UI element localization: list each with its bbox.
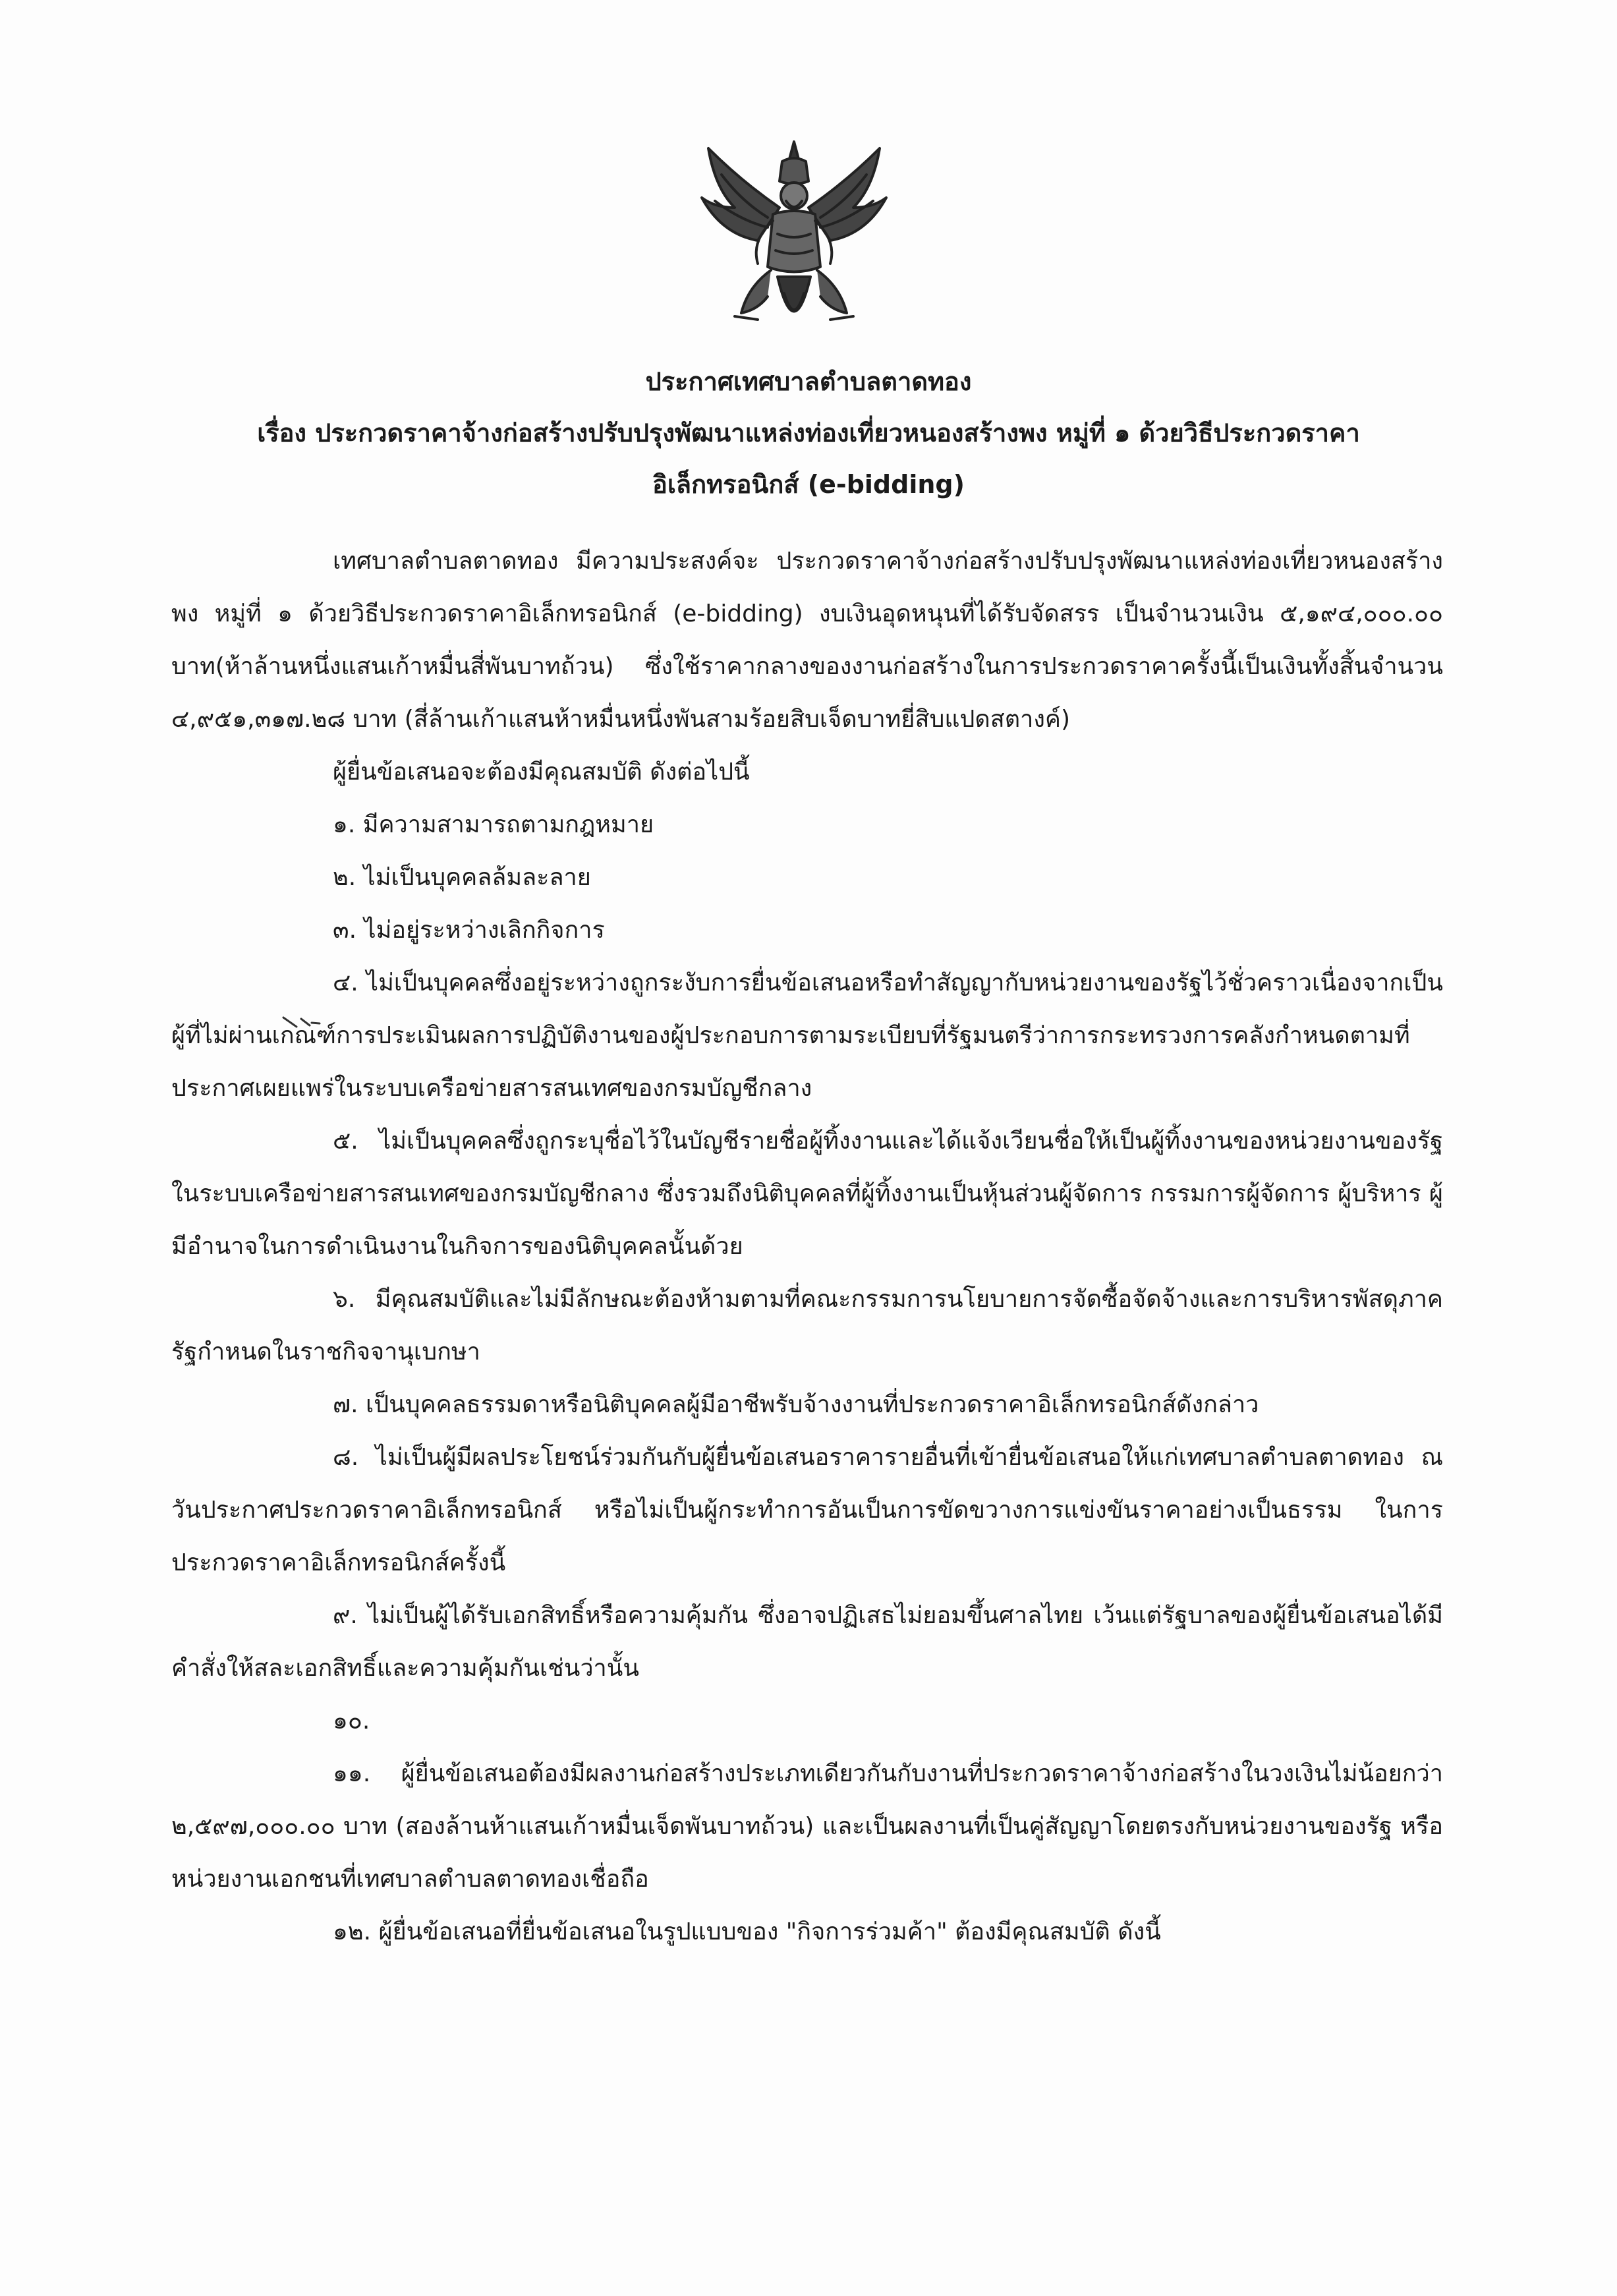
list-item: ๔. ไม่เป็นบุคคลซึ่งอยู่ระหว่างถูกระงับการยื่นข้อเสนอหรือทำสัญญากับหน่วยงานของรัฐไว้ชั่วคราวเนื่องจากเป็นผู้ที่ไม่ผ่านเกณฑ์การประเมินผลการปฏิบัติงานของผู้ประกอบการตามระเบียบที่รัฐมนตรีว่าการกระทรวงการคลังกำหนดตามที่ประกาศเผยแพร่ในระบบเครือข่ายสารสนเทศของกรมบัญชีกลาง [171, 969, 1443, 1102]
list-item: ๗. เป็นบุคคลธรรมดาหรือนิติบุคคลผู้มีอาชีพรับจ้างงานที่ประกวดราคาอิเล็กทรอนิกส์ดังกล่าว [333, 1391, 1259, 1418]
list-item: ๘. ไม่เป็นผู้มีผลประโยชน์ร่วมกันกับผู้ยื่นข้อเสนอราคารายอื่นที่เข้ายื่นข้อเสนอให้แก่เทศบาลตำบลตาดทอง ณ วันประกาศประกวดราคาอิเล็กทรอนิกส์ หรือไม่เป็นผู้กระทำการอันเป็นการขัดขวางการแข่งขันราคาอย่างเป็นธรรม ในการประกวดราคาอิเล็กทรอนิกส์ครั้งนี้ [171, 1444, 1443, 1576]
document-body [171, 535, 1443, 1959]
title-line-2: เรื่อง ประกวดราคาจ้างก่อสร้างปรับปรุงพัฒนาแหล่งท่องเที่ยวหนองสร้างพง หมู่ที่ ๑ ด้วยวิธีประกวดราคา [257, 418, 1360, 447]
list-item: ๑๒. ผู้ยื่นข้อเสนอที่ยื่นข้อเสนอในรูปแบบของ "กิจการร่วมค้า" ต้องมีคุณสมบัติ ดังนี้ [333, 1918, 1161, 1945]
list-item: ๕. ไม่เป็นบุคคลซึ่งถูกระบุชื่อไว้ในบัญชีรายชื่อผู้ทิ้งงานและได้แจ้งเวียนชื่อให้เป็นผู้ทิ้งงานของหน่วยงานของรัฐในระบบเครือข่ายสารสนเทศของกรมบัญชีกลาง ซึ่งรวมถึงนิติบุคคลที่ผู้ทิ้งงานเป็นหุ้นส่วนผู้จัดการ กรรมการผู้จัดการ ผู้บริหาร ผู้มีอำนาจในการดำเนินงานในกิจการของนิติบุคคลนั้นด้วย [171, 1128, 1443, 1260]
announcement-title [132, 356, 1485, 510]
list-item: ๖. มีคุณสมบัติและไม่มีลักษณะต้องห้ามตามที่คณะกรรมการนโยบายการจัดซื้อจัดจ้างและการบริหารพัสดุภาครัฐกำหนดในราชกิจจานุเบกษา [171, 1286, 1443, 1365]
qualifications-heading: ผู้ยื่นข้อเสนอจะต้องมีคุณสมบัติ ดังต่อไปนี้ [333, 759, 750, 786]
list-item: ๑๐. [333, 1708, 370, 1735]
title-line-3: อิเล็กทรอนิกส์ (e-bidding) [652, 470, 965, 499]
list-item: ๑๑. ผู้ยื่นข้อเสนอต้องมีผลงานก่อสร้างประเภทเดียวกันกับงานที่ประกวดราคาจ้างก่อสร้างในวงเงินไม่น้อยกว่า ๒,๕๙๗,๐๐๐.๐๐ บาท (สองล้านห้าแสนเก้าหมื่นเจ็ดพันบาทถ้วน) และเป็นผลงานที่เป็นคู่สัญญาโดยตรงกับหน่วยงานของรัฐ หรือหน่วยงานเอกชนที่เทศบาลตำบลตาดทองเชื่อถือ [171, 1760, 1443, 1893]
garuda-emblem-icon [695, 135, 893, 353]
list-item: ๙. ไม่เป็นผู้ได้รับเอกสิทธิ์หรือความคุ้มกัน ซึ่งอาจปฏิเสธไม่ยอมขึ้นศาลไทย เว้นแต่รัฐบาลของผู้ยื่นข้อเสนอได้มีคำสั่งให้สละเอกสิทธิ์และความคุ้มกันเช่นว่านั้น [171, 1602, 1443, 1682]
list-item: ๓. ไม่อยู่ระหว่างเลิกกิจการ [333, 917, 605, 944]
intro-paragraph: เทศบาลตำบลตาดทอง มีความประสงค์จะ ประกวดราคาจ้างก่อสร้างปรับปรุงพัฒนาแหล่งท่องเที่ยวหนองสร้างพง หมู่ที่ ๑ ด้วยวิธีประกวดราคาอิเล็กทรอนิกส์ (e-bidding) งบเงินอุดหนุนที่ได้รับจัดสรร เป็นจำนวนเงิน ๕,๑๙๔,๐๐๐.๐๐ บาท(ห้าล้านหนึ่งแสนเก้าหมื่นสี่พันบาทถ้วน) ซึ่งใช้ราคากลางของงานก่อสร้างในการประกวดราคาครั้งนี้เป็นเงินทั้งสิ้นจำนวน ๔,๙๕๑,๓๑๗.๒๘ บาท (สี่ล้านเก้าแสนห้าหมื่นหนึ่งพันสามร้อยสิบเจ็ดบาทยี่สิบแปดสตางค์) [171, 548, 1443, 733]
list-item: ๑. มีความสามารถตามกฎหมาย [333, 811, 654, 838]
title-line-1: ประกาศเทศบาลตำบลตาดทอง [645, 367, 972, 396]
list-item: ๒. ไม่เป็นบุคคลล้มละลาย [333, 864, 591, 891]
